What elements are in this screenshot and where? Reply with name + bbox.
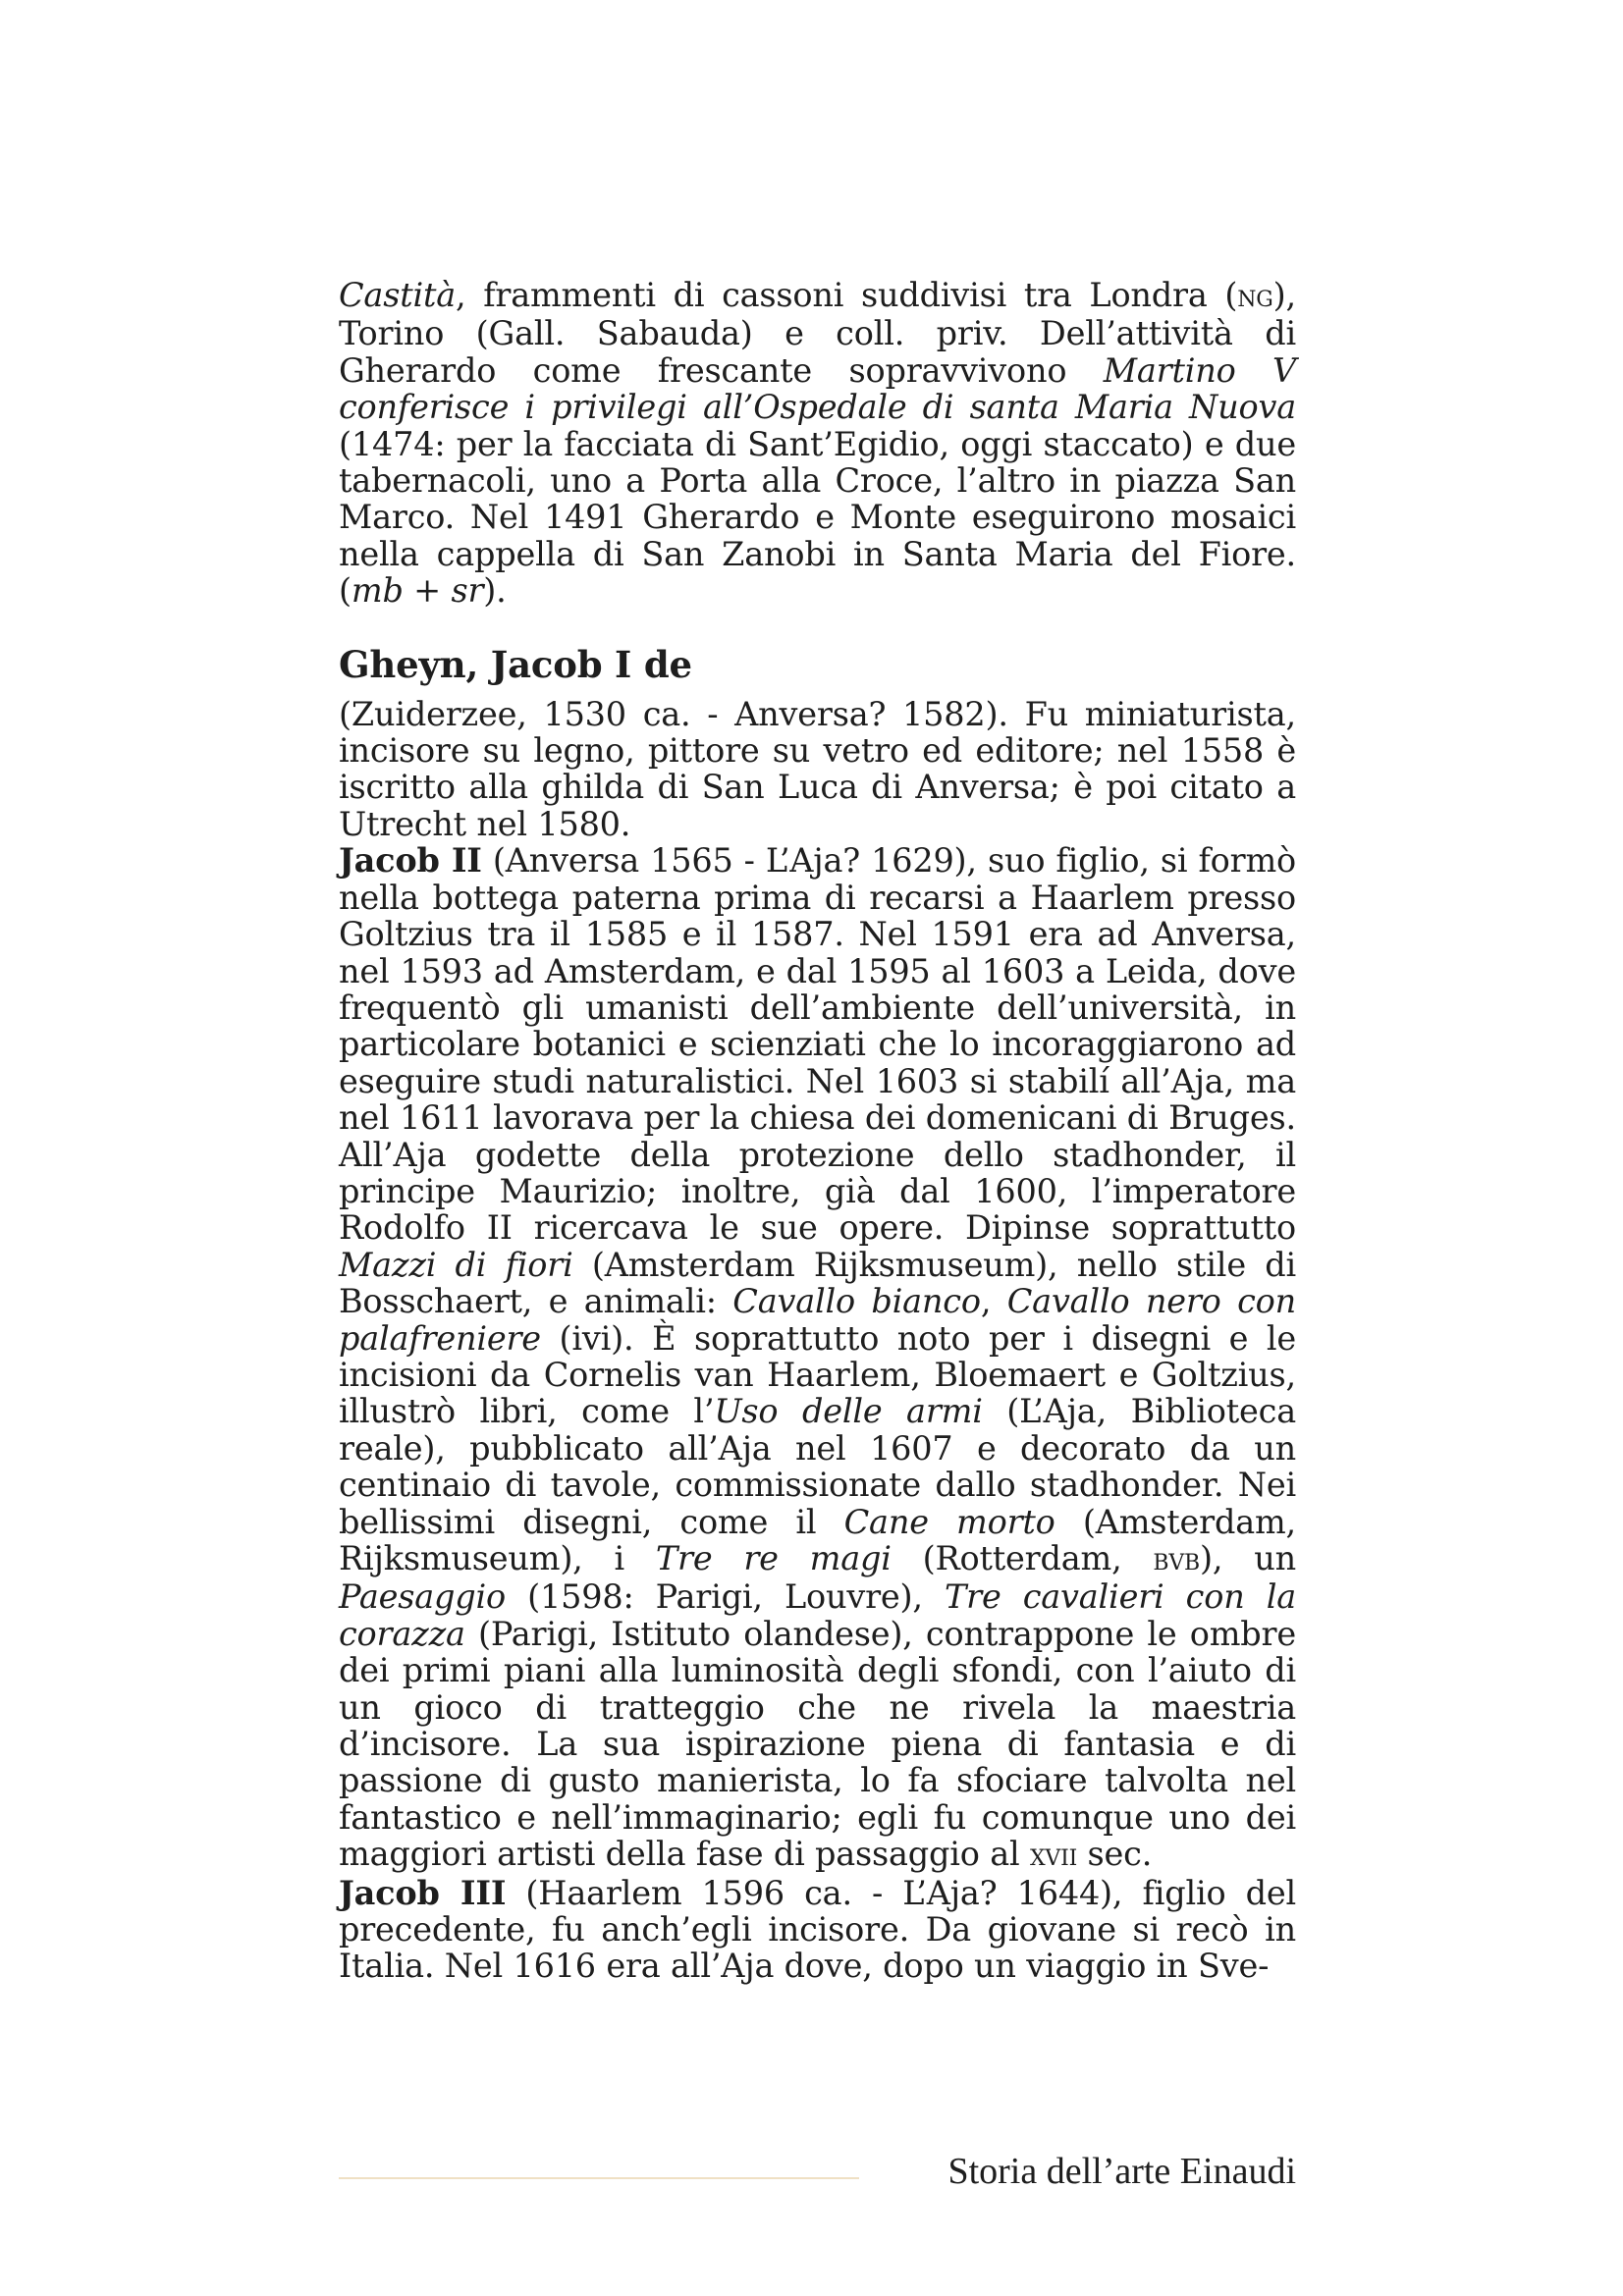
footer-rule <box>339 2177 859 2179</box>
museum-abbrev: ng <box>1237 279 1273 314</box>
paragraph-jacob-i: (Zuiderzee, 1530 ca. - Anversa? 1582). Fu miniaturista, incisore su legno, pittore su vetro ed editore; nel 1558 è iscritto alla ghilda di San Luca di Anversa; è poi citato a Utrecht nel 1580. <box>339 694 1296 843</box>
subentry-name: Jacob II <box>339 841 482 881</box>
footer-title: Storia dell’arte Einaudi <box>947 2151 1296 2192</box>
museum-abbrev: bvb <box>1153 1542 1201 1577</box>
artwork-title: Mazzi di fiori <box>339 1245 573 1284</box>
paragraph-jacob-iii: Jacob III (Haarlem 1596 ca. - L’Aja? 1644), figlio del precedente, fu anch’egli incisore. Da giovane si recò in Italia. Nel 1616 era all’Aja dove, dopo un viaggio in Sve- <box>339 1873 1296 1986</box>
artwork-title: Tre cavalieri con la corazza <box>339 1577 1296 1653</box>
artwork-title: Paesaggio <box>339 1577 506 1617</box>
artwork-title: Cavallo bianco <box>732 1282 981 1321</box>
paragraph-jacob-ii: Jacob II (Anversa 1565 - L’Aja? 1629), suo figlio, si formò nella bottega paterna prima di recarsi a Haarlem presso Goltzius tra il 1585 e il 1587. Nel 1591 era ad Anversa, nel 1593 ad Amsterdam, e dal 1595 al 1603 a Leida, dove frequentò gli umanisti dell’ambiente dell’università, in particolare botanici e scienziati che lo incoraggiarono ad eseguire studi naturalistici. Nel 1603 si stabilí all’Aja, ma nel 1611 lavorava per la chiesa dei domenicani di Bruges. All’Aja godette della protezione dello stadhonder, il principe Maurizio; inoltre, già dal 1600, l’imperatore Rodolfo II ricercava le sue opere. Dipinse soprattutto Mazzi di fiori (Amsterdam Rijksmuseum), nello stile di Bosschaert, e animali: Cavallo bianco, Cavallo nero con palafreniere (ivi). È soprattutto noto per i disegni e le incisioni da Cornelis van Haarlem, Bloemaert e Goltzius, illustrò libri, come l’Uso delle armi (L’Aja, Biblioteca reale), pubblicato all’Aja nel 1607 e decorato da un centinaio di tavole, commissionate dallo stadhonder. Nei bellissimi disegni, come il Cane morto (Amsterdam, Rijksmuseum), i Tre re magi (Rotterdam, bvb), un Paesaggio (1598: Parigi, Louvre), Tre cavalieri con la corazza (Parigi, Istituto olandese), contrappone le ombre dei primi piani alla luminosità degli sfondi, con l’aiuto di un gioco di tratteggio che ne rivela la maestria d’incisore. La sua ispirazione piena di fantasia e di passione di gusto manierista, lo fa sfociare talvolta nel fantastico e nell’immaginario; egli fu comunque uno dei maggiori artisti della fase di passaggio al xvii sec. <box>339 841 1297 1874</box>
century-numeral: xvii <box>1029 1838 1078 1874</box>
artwork-title: Cavallo nero con palafreniere <box>339 1282 1296 1358</box>
author-initials: mb + sr <box>351 571 484 611</box>
artwork-title: Uso delle armi <box>714 1392 983 1431</box>
artwork-title: Cane morto <box>843 1502 1055 1541</box>
entry-heading: Gheyn, Jacob I de <box>339 642 692 686</box>
subentry-name: Jacob III <box>339 1873 507 1912</box>
paragraph-gherardo-continued: Castità, frammenti di cassoni suddivisi tra Londra (ng), Torino (Gall. Sabauda) e coll. priv. Dell’attività di Gherardo come frescante sopravvivono Martino V conferisce i privilegi all’Ospedale di santa Maria Nuova (1474: per la facciata di Sant’Egidio, oggi staccato) e due tabernacoli, uno a Porta alla Croce, l’altro in piazza San Marco. Nel 1491 Gherardo e Monte eseguirono mosaici nella cappella di San Zanobi in Santa Maria del Fiore. (mb + sr). <box>339 276 1297 611</box>
artwork-title: Tre re magi <box>655 1539 892 1577</box>
body-text <box>339 277 1296 1985</box>
artwork-title: Martino V conferisce i privilegi all’Ospedale di santa Maria Nuova <box>339 350 1297 427</box>
artwork-title: Castità <box>339 276 457 314</box>
